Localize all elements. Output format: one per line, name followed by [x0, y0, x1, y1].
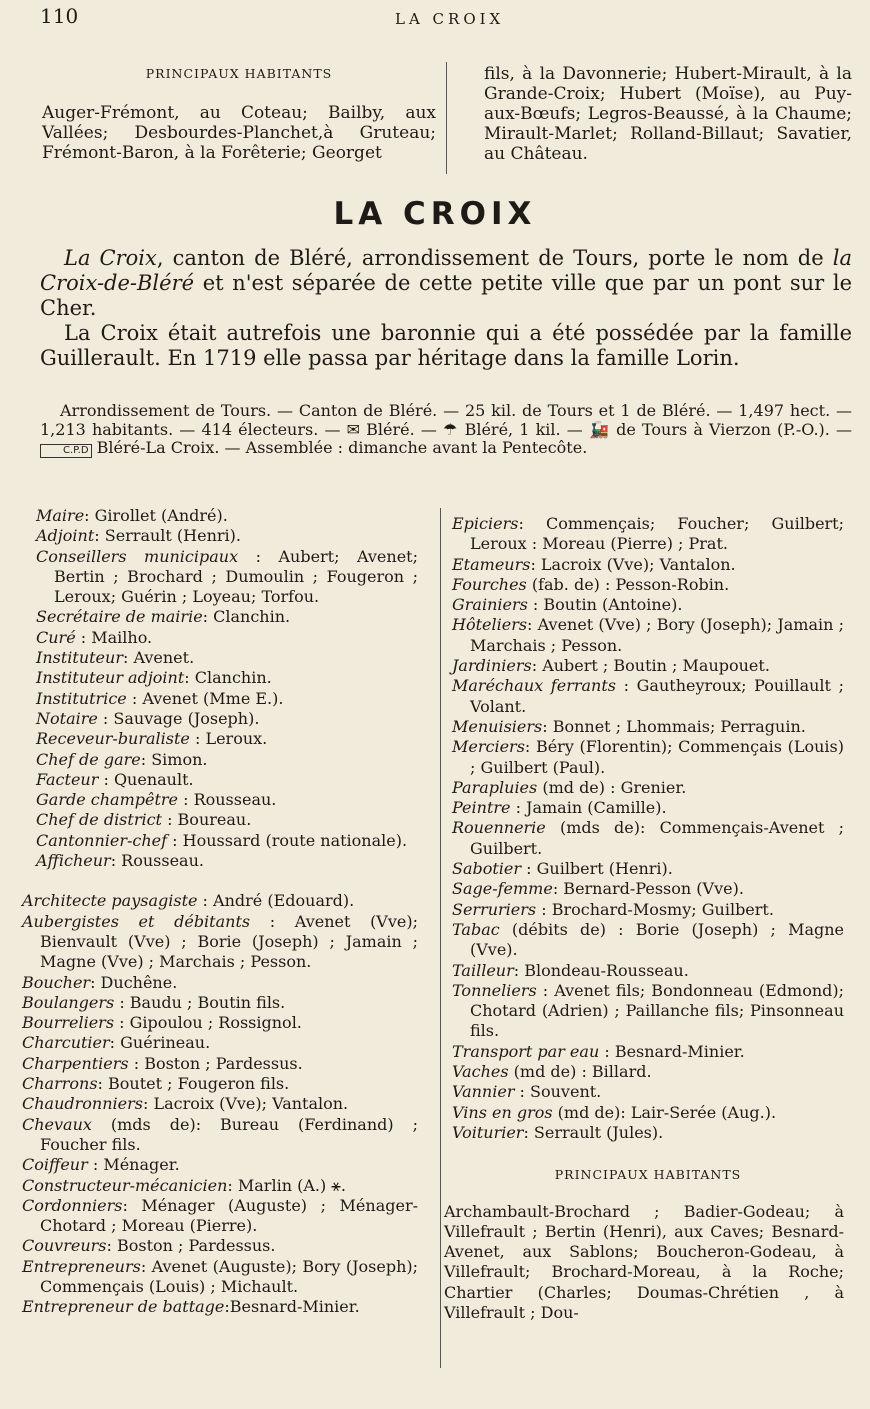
entry-label: Notaire [36, 708, 98, 728]
entry-text: : Aubert; Avenet; Bertin ; Brochard ; Dumoulin ; Fougeron ; Leroux; Guérin ; Loyeau; Torfou. [54, 546, 418, 607]
directory-entry [36, 831, 418, 851]
left-main-column [22, 506, 419, 1318]
info-text: Bléré-La Croix. — Assemblée : dimanche avant la Pentecôte. [91, 438, 588, 457]
entry-text: : Guilbert (Henri). [521, 859, 673, 879]
entry-label: Charcutier [22, 1033, 110, 1053]
directory-entry [36, 810, 418, 830]
directory-entry [22, 1013, 418, 1033]
directory-entry [452, 900, 844, 920]
info-text: Bléré. — [360, 419, 444, 439]
directory-entry [452, 818, 844, 859]
entry-label: Facteur [36, 769, 99, 789]
directory-entry [22, 1176, 418, 1196]
directory-entry [452, 656, 844, 676]
directory-entry [36, 729, 418, 749]
telegraph-icon: ☂ [443, 419, 459, 439]
entry-text: : Boston ; Pardessus. [128, 1053, 303, 1073]
principaux-habitants-heading-2: PRINCIPAUX HABITANTS [554, 1167, 742, 1183]
entry-text: : Leroux. [189, 729, 268, 749]
entry-text: : Serrault (Henri). [94, 526, 241, 546]
directory-entry [22, 993, 418, 1013]
entry-label: Voiturier [452, 1122, 524, 1142]
entry-label: Cantonnier-chef [36, 830, 168, 850]
entry-text: : Clanchin. [202, 607, 291, 627]
info-text: Bléré, 1 kil. — [458, 419, 589, 439]
entry-label: Maire [36, 506, 85, 525]
entry-text: : Duchêne. [90, 972, 178, 992]
entry-label: Instituteur adjoint [36, 668, 185, 688]
info-text: Arrondissement de Tours. — Canton de Bléré. — 25 kil. de Tours et 1 de Bléré. — 1,497 hect. — 1,213 habitants. — 414 électeurs. — [40, 401, 852, 439]
directory-entry [22, 1054, 418, 1074]
entry-label: Chaudronniers [22, 1094, 143, 1114]
entry-label: Sabotier [452, 859, 522, 879]
page-number: 110 [40, 4, 79, 28]
column-divider-top [446, 62, 447, 174]
entry-text: : Lacroix (Vve); Vantalon. [142, 1094, 349, 1114]
entry-text: (md de): Lair-Serée (Aug.). [552, 1102, 777, 1122]
entry-label: Adjoint [36, 526, 95, 546]
directory-entry [22, 1236, 418, 1256]
directory-entry [22, 1115, 418, 1156]
entry-label: Transport par eau [452, 1041, 600, 1061]
entry-text: : Marlin (A.) ⚹. [227, 1175, 346, 1195]
directory-entry [36, 790, 418, 810]
directory-entry [22, 1257, 418, 1298]
entry-label: Hôteliers [452, 615, 528, 635]
entry-label: Receveur-buraliste [36, 729, 190, 749]
entry-label: Curé [36, 627, 76, 647]
directory-entry [36, 750, 418, 770]
entry-text: : Rousseau. [110, 851, 204, 871]
directory-entry [22, 1033, 418, 1053]
directory-entry [452, 737, 844, 778]
entry-text: : Avenet. [122, 648, 195, 668]
entry-label: Tailleur [452, 960, 514, 980]
italic-place-name: la Croix-de-Bléré [40, 246, 853, 295]
entry-label: Bourreliers [22, 1013, 115, 1033]
intro-paragraph-1 [40, 246, 852, 321]
entry-text: : André (Edouard). [197, 891, 355, 911]
directory-entry [22, 912, 418, 973]
entry-label: Chef de district [36, 810, 162, 830]
intro-text [40, 246, 852, 371]
directory-entry [36, 851, 418, 871]
directory-entry [452, 575, 844, 595]
entry-text: (débits de) : Borie (Joseph) ; Magne (Vve). [470, 919, 844, 960]
entry-text: : Simon. [140, 749, 208, 769]
entry-label: Vaches [452, 1062, 509, 1082]
entry-text: : Brochard-Mosmy; Guilbert. [536, 899, 774, 919]
directory-entry [452, 859, 844, 879]
entry-label: Fourches [452, 574, 527, 594]
trades-list-left [22, 891, 418, 1317]
directory-entry [36, 770, 418, 790]
entry-label: Constructeur-mécanicien [22, 1175, 228, 1195]
entry-text: : Avenet (Vve) ; Bory (Joseph); Jamain ; Marchais ; Pesson. [470, 615, 844, 655]
entry-text: : Bernard-Pesson (Vve). [552, 879, 744, 899]
entry-label: Entrepreneur de battage [22, 1297, 225, 1317]
directory-entry [22, 1074, 418, 1094]
directory-entry [452, 1103, 844, 1123]
entry-label: Chef de gare [36, 749, 141, 769]
directory-entry [36, 607, 418, 627]
railway-icon: 🚂 [588, 419, 610, 439]
entry-label: Grainiers [452, 595, 528, 615]
italic-place-name: La Croix [64, 246, 157, 270]
entry-text: : Mailho. [75, 627, 153, 647]
directory-entry [36, 526, 418, 546]
entry-text: : Béry (Florentin); Commençais (Louis) ; Guilbert (Paul). [470, 737, 844, 777]
entry-text: : Boston ; Pardessus. [106, 1236, 276, 1256]
entry-text: :Besnard-Minier. [224, 1297, 360, 1317]
running-head: LA CROIX [395, 10, 505, 28]
trades-list-right [452, 514, 844, 1143]
post-office-icon: ✉ [346, 419, 361, 439]
entry-text: : Avenet fils; Bondonneau (Edmond); Chotard (Adrien) ; Paillanche fils; Pinsonneau fils. [470, 980, 844, 1041]
entry-label: Garde champêtre [36, 790, 178, 810]
entry-text: : Boureau. [161, 810, 252, 830]
entry-text: : Houssard (route nationale). [167, 830, 408, 850]
directory-entry [36, 648, 418, 668]
entry-text: : Guérineau. [109, 1033, 211, 1053]
directory-entry [452, 717, 844, 737]
entry-label: Couvreurs [22, 1236, 107, 1256]
directory-entry [452, 798, 844, 818]
entry-label: Cordonniers [22, 1195, 123, 1215]
entry-label: Merciers [452, 737, 525, 757]
entry-label: Epiciers [452, 514, 519, 533]
entry-text: : Clanchin. [184, 668, 272, 688]
intro-text-part: , canton de Bléré, arrondissement de Tours, porte le nom de [156, 246, 833, 270]
directory-entry [452, 514, 844, 555]
section-title: LA CROIX [333, 196, 537, 232]
right-main-column [444, 514, 844, 1323]
bottom-right-text: Archambault-Brochard ; Badier-Godeau; à Villefrault ; Bertin (Henri), aux Caves; Besnard-Avenet, aux Sablons; Boucheron-Godeau, à Villefrault; Brochard-Moreau, à la Roche; Chartier (Charles; Doumas-Chrétien , à Villefrault ; Dou- [444, 1201, 844, 1322]
directory-entry [452, 1123, 844, 1143]
entry-text: : Avenet (Mme E.). [126, 688, 284, 708]
entry-label: Tonneliers [452, 980, 537, 1000]
entry-label: Institutrice [36, 688, 127, 708]
entry-label: Vannier [452, 1082, 515, 1102]
top-left-text: Auger-Frémont, au Coteau; Bailby, aux Vallées; Desbourdes-Planchet,à Gruteau; Frémont-Baron, à la Forêterie; Georget [42, 102, 436, 163]
entry-label: Menuisiers [452, 716, 543, 736]
entry-text: : Ménager. [87, 1155, 180, 1175]
entry-label: Entrepreneurs [22, 1256, 141, 1276]
entry-text: : Boutet ; Fougeron fils. [97, 1074, 290, 1094]
entry-label: Architecte paysagiste [22, 891, 198, 911]
directory-entry [22, 1297, 418, 1317]
cpd-box-icon: C.P.D [40, 444, 92, 458]
entry-text: : Commençais; Foucher; Guilbert; Leroux : Moreau (Pierre) ; Prat. [470, 514, 844, 554]
entry-label: Rouennerie [452, 818, 546, 838]
officials-list [36, 506, 418, 871]
directory-entry [36, 506, 418, 526]
directory-entry [452, 981, 844, 1042]
entry-text: : Blondeau-Rousseau. [513, 960, 689, 980]
entry-label: Aubergistes et débitants [22, 911, 251, 931]
entry-label: Coiffeur [22, 1155, 88, 1175]
entry-label: Boulangers [22, 992, 115, 1012]
directory-entry [452, 778, 844, 798]
directory-entry [452, 1082, 844, 1102]
directory-entry [22, 973, 418, 993]
entry-label: Vins en gros [452, 1102, 553, 1122]
entry-text: (md de) : Grenier. [537, 777, 687, 797]
entry-text: : Avenet (Auguste); Bory (Joseph); Commençais (Louis) ; Michault. [40, 1256, 418, 1296]
page-header [40, 4, 840, 30]
directory-entry [36, 689, 418, 709]
entry-text: : Avenet (Vve); Bienvault (Vve) ; Borie (Joseph) ; Jamain ; Magne (Vve) ; Marchais ; Pesson. [40, 911, 419, 972]
principaux-habitants-heading: PRINCIPAUX HABITANTS [145, 66, 333, 81]
directory-entry [452, 879, 844, 899]
directory-entry [36, 547, 418, 608]
entry-text: : Gautheyroux; Pouillault ; Volant. [470, 676, 844, 716]
intro-text-part: et n'est séparée de cette petite ville que par un pont sur le Cher. [40, 271, 852, 320]
entry-text: : Baudu ; Boutin fils. [114, 992, 286, 1012]
directory-entry [452, 920, 844, 961]
entry-label: Serruriers [452, 899, 537, 919]
entry-label: Boucher [22, 972, 91, 992]
entry-label: Charpentiers [22, 1053, 129, 1073]
directory-entry [36, 709, 418, 729]
entry-label: Conseillers municipaux [36, 546, 239, 566]
entry-text: (md de) : Billard. [508, 1062, 652, 1082]
entry-text: : Quenault. [98, 769, 194, 789]
entry-text: : Jamain (Camille). [510, 798, 667, 818]
directory-entry [36, 628, 418, 648]
directory-entry [452, 615, 844, 656]
directory-entry [452, 961, 844, 981]
directory-entry [22, 1196, 418, 1237]
directory-entry [452, 1042, 844, 1062]
directory-entry [22, 1155, 418, 1175]
top-left-column [42, 64, 436, 163]
intro-paragraph-2: La Croix était autrefois une baronnie qui a été possédée par la famille Guillerault. En 1719 elle passa par héritage dans la famille Lorin. [40, 321, 852, 370]
top-right-text: fils, à la Davonnerie; Hubert-Mirault, à la Grande-Croix; Hubert (Moïse), au Puy-aux-Bœufs; Legros-Beaussé, à la Chaume; Mirault-Marlet; Rolland-Billaut; Savatier, au Château. [484, 64, 852, 164]
entry-text: : Souvent. [514, 1082, 602, 1102]
entry-label: Afficheur [36, 851, 111, 871]
entry-text: : Boutin (Antoine). [527, 595, 683, 615]
entry-label: Charrons [22, 1074, 98, 1094]
entry-text: (mds de): Bureau (Ferdinand) ; Foucher fils. [40, 1114, 418, 1154]
commune-info [40, 402, 852, 458]
entry-text: (mds de): Commençais-Avenet ; Guilbert. [470, 818, 844, 858]
entry-label: Parapluies [452, 777, 538, 797]
entry-text: : Besnard-Minier. [599, 1041, 745, 1061]
entry-label: Peintre [452, 798, 511, 818]
entry-label: Chevaux [22, 1114, 92, 1134]
entry-text: : Ménager (Auguste) ; Ménager-Chotard ; Moreau (Pierre). [40, 1195, 418, 1236]
entry-label: Instituteur [36, 648, 123, 668]
entry-text: : Lacroix (Vve); Vantalon. [530, 554, 736, 574]
top-right-column [484, 64, 852, 164]
directory-entry [452, 555, 844, 575]
entry-label: Etameurs [452, 554, 531, 574]
column-divider-main [440, 508, 441, 1368]
entry-label: Jardiniers [452, 656, 532, 676]
entry-text: : Serrault (Jules). [523, 1122, 664, 1142]
directory-entry [452, 676, 844, 717]
directory-entry [22, 1094, 418, 1114]
entry-text: : Girollet (André). [84, 506, 228, 525]
directory-entry [22, 891, 418, 911]
entry-text: : Gipoulou ; Rossignol. [114, 1013, 302, 1033]
entry-text: : Rousseau. [178, 790, 277, 810]
entry-text: : Sauvage (Joseph). [97, 708, 260, 728]
entry-text: (fab. de) : Pesson-Robin. [526, 574, 730, 594]
directory-entry [36, 668, 418, 688]
entry-text: : Aubert ; Boutin ; Maupouet. [531, 656, 770, 676]
entry-label: Secrétaire de mairie [36, 607, 203, 627]
info-text: de Tours à Vierzon (P.-O.). — [609, 419, 853, 439]
entry-label: Sage-femme [452, 879, 553, 899]
directory-entry [452, 595, 844, 615]
entry-label: Tabac [452, 919, 500, 939]
entry-text: : Bonnet ; Lhommais; Perraguin. [542, 716, 806, 736]
directory-entry [452, 1062, 844, 1082]
entry-label: Maréchaux ferrants [452, 676, 616, 696]
